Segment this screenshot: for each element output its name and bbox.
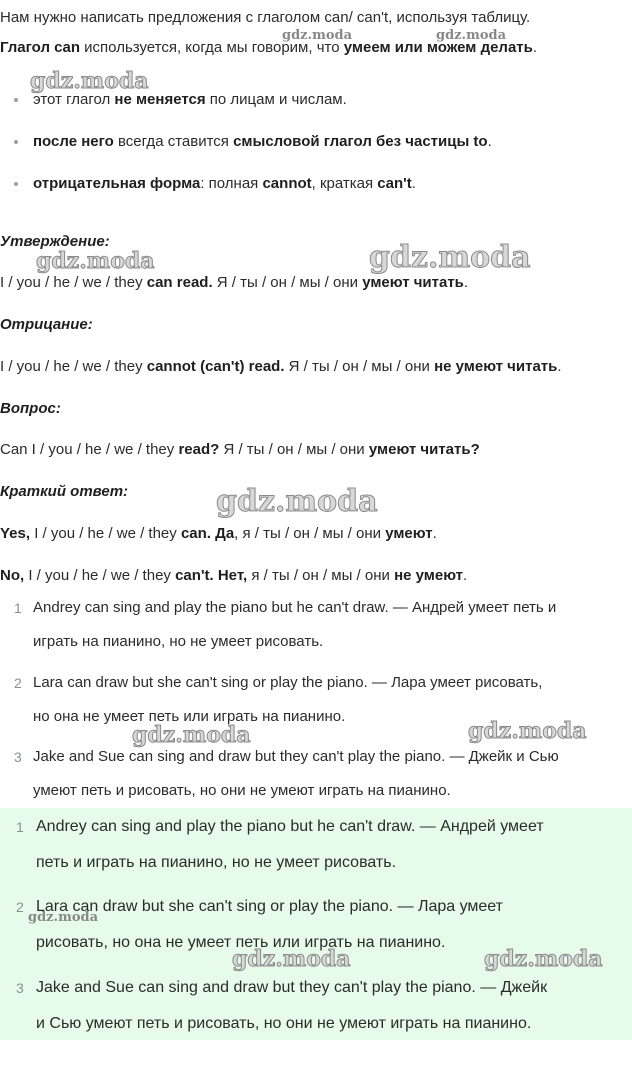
rule-bold: can't bbox=[377, 175, 412, 192]
bullet-dot-icon bbox=[14, 98, 18, 102]
section-text: Я / ты / он / мы / они bbox=[212, 274, 363, 291]
intro-bold-meaning: умеем или можем делать bbox=[343, 39, 533, 56]
affirmative-heading: Утверждение: bbox=[0, 233, 110, 250]
answer-line: рисовать, но она не умеет петь или играть на пианино. bbox=[36, 934, 446, 951]
section-bold: умеют читать? bbox=[368, 441, 480, 458]
section-bold: не умеют читать bbox=[434, 358, 558, 375]
section-text: . bbox=[463, 567, 468, 584]
intro-text: . bbox=[532, 39, 538, 56]
answer-line: Lara can draw but she can't sing or play the piano. — Лара умеет рисовать, bbox=[33, 674, 543, 691]
section-bold: умеют читать bbox=[362, 274, 464, 291]
section-text: I / you / he / we / they bbox=[24, 567, 176, 584]
rule-text: этот глагол bbox=[33, 91, 115, 108]
rule-bold: смысловой глагол без частицы to bbox=[233, 133, 488, 150]
rule-text: по лицам и числам. bbox=[205, 91, 347, 108]
answer-line: Jake and Sue can sing and draw but they can't play the piano. — Джейк bbox=[36, 979, 548, 996]
answer-number: 3 bbox=[16, 980, 24, 996]
section-text: Я / ты / он / мы / они bbox=[219, 441, 369, 458]
rule-bold: cannot bbox=[262, 175, 312, 192]
section-text: я / ты / он / мы / они bbox=[247, 567, 395, 584]
rule-text: . bbox=[411, 175, 416, 192]
bullet-dot-icon bbox=[14, 182, 18, 186]
section-text: I / you / he / we / they bbox=[0, 358, 147, 375]
rule-bold: отрицательная форма bbox=[33, 175, 201, 192]
section-bold: cannot (can't) read. bbox=[146, 358, 285, 375]
bullet-dot-icon bbox=[14, 140, 18, 144]
section-text: . bbox=[432, 525, 437, 542]
watermark-logo: gdz.moda bbox=[28, 910, 99, 925]
section-text: . bbox=[463, 274, 469, 291]
answer-line: но она не умеет петь или играть на пианино. bbox=[33, 708, 346, 725]
section-bold: умеют bbox=[385, 525, 433, 542]
rule-text: всегда ставится bbox=[113, 133, 234, 150]
answer-line: умеют петь и рисовать, но они не умеют играть на пианино. bbox=[33, 782, 451, 799]
intro-text: Нам нужно написать предложения с глаголом can/ can't, используя таблицу. bbox=[0, 9, 531, 26]
watermark-logo: gdz.moda bbox=[436, 28, 507, 43]
watermark-logo: gdz.moda bbox=[468, 718, 587, 744]
section-bold: не умеют bbox=[394, 567, 463, 584]
watermark-logo: gdz.moda bbox=[369, 240, 531, 275]
rule-text: . bbox=[487, 133, 492, 150]
negative-line bbox=[0, 357, 562, 377]
watermark-logo: gdz.moda bbox=[132, 722, 251, 748]
affirmative-line bbox=[0, 273, 468, 293]
rule-text: : полная bbox=[200, 175, 263, 192]
watermark-logo: gdz.moda bbox=[36, 248, 155, 274]
answer-line: и Сью умеют петь и рисовать, но они не умеют играть на пианино. bbox=[36, 1015, 532, 1032]
watermark-logo: gdz.moda bbox=[282, 28, 353, 43]
section-text: Can I / you / he / we / they bbox=[0, 441, 179, 458]
negative-heading: Отрицание: bbox=[0, 316, 93, 333]
intro-bold-verb: Глагол can bbox=[0, 39, 81, 56]
short-answer-no bbox=[0, 566, 467, 586]
answer-number: 3 bbox=[14, 749, 22, 765]
answer-line: петь и играть на пианино, но не умеет рисовать. bbox=[36, 854, 397, 871]
section-text: . bbox=[557, 358, 562, 375]
answer-line: Jake and Sue can sing and draw but they can't play the piano. — Джейк и Сью bbox=[33, 748, 559, 765]
intro-text: используется, когда мы говорим, что bbox=[80, 39, 344, 56]
answer-number: 2 bbox=[16, 899, 24, 915]
watermark-logo: gdz.moda bbox=[216, 484, 378, 519]
question-heading: Вопрос: bbox=[0, 400, 61, 417]
short-answer-heading: Краткий ответ: bbox=[0, 483, 129, 500]
answer-number: 1 bbox=[14, 600, 22, 616]
short-answer-yes bbox=[0, 524, 437, 544]
rule-text: , краткая bbox=[311, 175, 378, 192]
answer-line: играть на пианино, но не умеет рисовать. bbox=[33, 633, 324, 650]
answer-line: Andrey can sing and play the piano but he can't draw. — Андрей умеет петь и bbox=[33, 599, 557, 616]
section-text: I / you / he / we / they bbox=[30, 525, 181, 542]
section-text: Я / ты / он / мы / они bbox=[284, 358, 435, 375]
answer-number: 1 bbox=[16, 819, 24, 835]
question-line bbox=[0, 440, 480, 460]
watermark-logo: gdz.moda bbox=[232, 946, 351, 972]
section-bold: read? bbox=[178, 441, 220, 458]
answer-line: Lara can draw but she can't sing or play the piano. — Лара умеет bbox=[36, 898, 503, 915]
section-bold: Yes, bbox=[0, 525, 31, 542]
section-bold: Да bbox=[215, 525, 235, 542]
answer-line: Andrey can sing and play the piano but he can't draw. — Андрей умеет bbox=[36, 818, 544, 835]
section-bold: can read. bbox=[146, 274, 213, 291]
rule-bold: после него bbox=[33, 133, 114, 150]
watermark-logo: gdz.moda bbox=[30, 68, 149, 94]
section-bold: can. bbox=[180, 525, 211, 542]
section-bold: Нет, bbox=[217, 567, 248, 584]
section-text: I / you / he / we / they bbox=[0, 274, 147, 291]
section-text: , я / ты / он / мы / они bbox=[234, 525, 386, 542]
answer-number: 2 bbox=[14, 675, 22, 691]
watermark-logo: gdz.moda bbox=[484, 946, 603, 972]
rule-bold: не меняется bbox=[114, 91, 206, 108]
intro-line-1 bbox=[0, 8, 530, 28]
section-bold: can't. bbox=[175, 567, 214, 584]
section-bold: No, bbox=[0, 567, 25, 584]
